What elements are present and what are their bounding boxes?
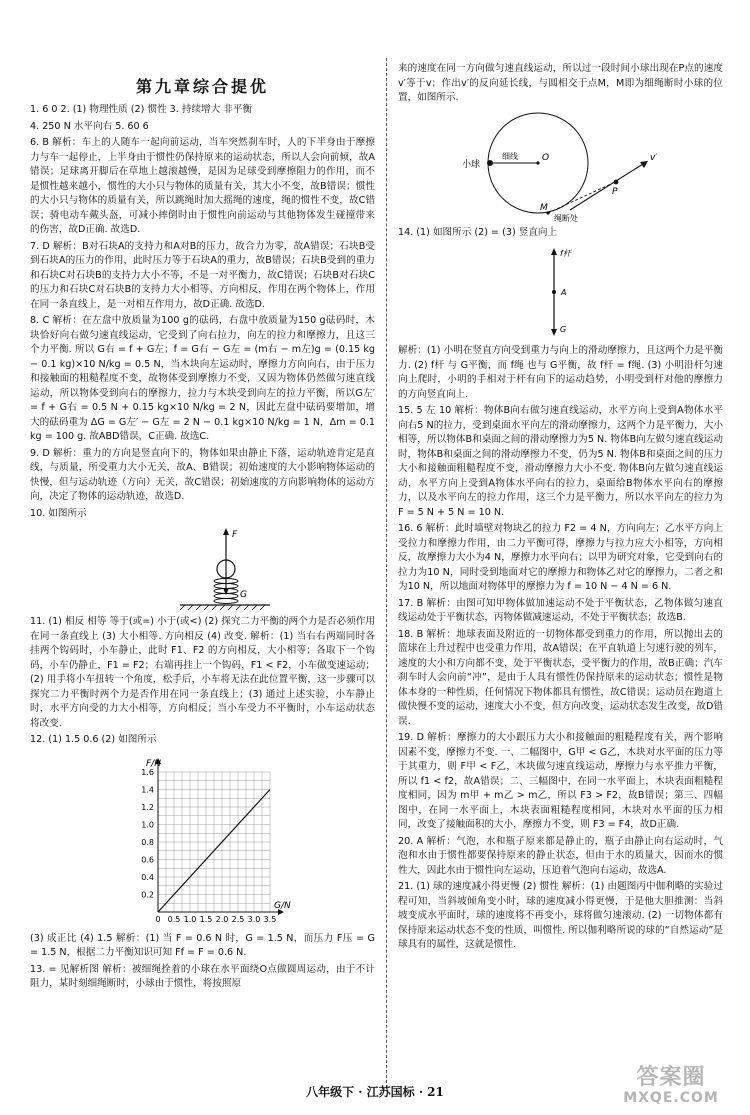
answer-10: 10. 如图所示 — [30, 507, 87, 519]
y-tick-label: 0.2 — [141, 890, 154, 899]
figure-10 — [30, 525, 375, 611]
x-tick-label: 1.5 — [199, 914, 213, 924]
figure-10-svg — [30, 525, 375, 611]
answer-7: 7. D 解析：B对石块A的支持力和A对B的压力，故合力为零，故A错误；石块B受到石块A的压力的作用，此时压力等于石块A的重力，故B错误；石块B受到的重力和石块C对石块B的支持力大小不等，不是一对平衡力，故C错误；石块B对石块C的压力和石块C对石块B的支持力大小相等、方向相反，作用在两个物体上，作用在同一条直线上，是一对相互作用力，故D正确. 故选D. — [30, 240, 375, 310]
y-tick-label: 1.4 — [141, 785, 154, 794]
answer-16: 16. 6 解析：此时墙壁对物块乙的拉力 F2 = 4 N，方向向左；乙水平方向上受拉力和摩擦力作用，由二力平衡可得，摩擦力与拉力应大小相等，方向相反，故摩擦力大小为4 N，摩擦力水平向右；以甲为研究对象，它受到向右的拉力为10 N，同时受到地面对它的摩擦力和物体乙对它的摩擦力，二者之和为10 N，所以地面对物体甲的摩擦力为 f = 10 N − 4 N = 6 N. — [398, 523, 723, 592]
figure-13-svg — [398, 110, 723, 222]
y-tick-label: 1.0 — [141, 820, 154, 829]
y-tick-label: 1.6 — [141, 767, 154, 777]
answer-14: 14. (1) 如图所示 (2) = (3) 竖直向上 — [398, 226, 558, 238]
page-footer: 八年级下 · 江苏国标 · 21 — [306, 1085, 444, 1099]
column-divider — [386, 58, 387, 1088]
figure-13-m-label: M — [540, 202, 548, 213]
answer-12: 12. (1) 1.5 0.6 (2) 如图所示 — [30, 734, 157, 745]
answer-1-5: 1. 6 0 2. (1) 物理性质 (2) 惯性 3. 持续增大 非平衡 — [30, 104, 253, 115]
figure-12-svg — [30, 752, 375, 928]
x-tick-label: 0.5 — [167, 914, 181, 924]
x-tick-label: 1.0 — [183, 914, 197, 924]
figure-12-chart — [30, 752, 375, 928]
answer-11: 11. (1) 相反 相等 等于(或=) 小于(或<) (2) 探究二力平衡的两个力是否必须作用在同一条直线上 (3) 大小相等. 方向相反 (4) 改变. 解析：(1) 当右右两端同时各挂两个钩码时，小车静止，此时 F1、F2 的方向相反，大小相等；各取下一个钩码，小车仍静止，F1 = F2；右端再挂上一个钩码，F1 < F2，小车做变速运动；(2) 用手将小车扭转一个角度，松手后，小车将无法在此位置平衡，这一步骤可以探究二力平衡时两个力是否作用在同一条直线上；(3) 通过上述实验，小车静止时，水平方向受的力大小相等，方向相反；当小车受力不平衡时，小车运动状态将改变. — [30, 616, 375, 729]
answer-19: 19. D 解析：摩擦力的大小跟压力大小和接触面的粗糙程度有关，两个影响因素不变，摩擦力不变. 一、二幅图中，G甲 < G乙，木块对水平面的压力等于其重力，则 F甲 < F乙，木块做匀速直线运动，摩擦力与水平推力平衡，所以 f1 < f2，故A错误；二、三幅图中，在同一水平面上，木块表面粗糙程度相同，因为 m甲 + m乙 > m乙，所以 F3 > F2，故B错误；第三、四幅图中，在同一水平面上，木块表面粗糙程度相同，木块对水平面的压力相同，改变了接触面积的大小，摩擦力不变，则 F3 = F4，故D正确. — [398, 732, 723, 830]
figure-14-f-label: f杆 — [560, 249, 571, 258]
figure-10-label-g: G — [240, 590, 247, 600]
left-column — [30, 62, 375, 992]
figure-14-a-label: A — [561, 288, 567, 297]
answer-6: 6. B 解析：车上的人随车一起向前运动，当车突然刹车时，人的下半身由于摩擦力与车一起停止，上半身由于惯性仍保持原来的运动状态，所以人会向前倾，故A错误；足球离开脚后在草地上越滚越慢，是因为足球受到摩擦阻力的作用，而不是惯性越来越小，惯性的大小只与物体的质量有关，其大小不变，故B错误；惯性的大小只与物体的质量有关，所以跳绳时加大摇绳的速度，绳的惯性不变，故C错误；骑电动车戴头盔，可减小摔倒时由于惯性向前运动与其他物体发生碰撞带来的伤害，故D正确. 故选D. — [30, 137, 375, 235]
answer-20: 20. A 解析：气泡，水和瓶子原来都是静止的，瓶子由静止向右运动时，气泡和水由于惯性都要保持原来的静止状态，但由于水的质量大，因而水的惯性大，因此水由于惯性向左运动，压迫着气泡向右运动，故选A. — [398, 835, 723, 876]
chapter-title: 第九章综合提优 — [135, 77, 269, 96]
answer-9: 9. D 解析：重力的方向是竖直向下的，物体如果由静止下落，运动轨迹肯定是直线，与质量，所受重力大小无关，故A、B错误；初始速度的大小影响物体运动的快慢，但与运动轨迹（方向）无关，故C错误；初始速度的方向影响物体的运动方向，决定了物体的运动轨迹，故选D. — [30, 447, 375, 502]
watermark-logo — [606, 1066, 736, 1110]
answer-4-5: 4. 250 N 水平向右 5. 60 6 — [30, 120, 149, 132]
answer-17: 17. B 解析：由图可知甲物体做加速运动不处于平衡状态，乙物体做匀速直线运动处于平衡状态，丙物体做减速运动，不处于平衡状态；故选B. — [398, 597, 723, 623]
chart-grid — [158, 772, 270, 912]
watermark-text: 答案圈 — [636, 1065, 706, 1090]
chart-y-axis-label: F/N — [146, 758, 161, 769]
answer-12-cont: (3) 成正比 (4) 1.5 解析：(1) 当 F = 0.6 N 时，G = 1.5 N，而压力 F压 = G = 1.5 N，根据二力平衡知识可知 Ff = F = 0.6 N. — [30, 932, 375, 958]
right-column — [398, 62, 723, 953]
answer-13: 13. = 见解析图 解析：被细绳拴着的小球在水平面绕O点做圆周运动，由于不计阻力，某时刻细绳断时，小球由于惯性，将按照原 — [30, 963, 375, 989]
y-tick-label: 0.6 — [141, 855, 154, 864]
y-tick-label: 0.8 — [141, 837, 154, 847]
x-tick-label: 2.5 — [231, 914, 245, 924]
figure-14-g-label: G — [560, 325, 567, 334]
answer-18: 18. B 解析：地球表面及附近的一切物体都受到重力的作用，所以抛出去的篮球在上升过程中也受重力作用，故A错误；在平直轨道上匀速行驶的列车，速度的大小和方向都不变，处于平衡状态，受平衡力的作用，故B正确；汽车刹车时人会向前“冲”，是由于人具有惯性仍保持原来的运动状态；惯性是物体本身的一种性质，任何情况下物体都具有惯性，故C错误；运动员在跑道上做快慢不变的运动，速度大小不变，但方向改变，运动状态发生改变，故D错误. — [398, 628, 723, 727]
figure-13-p-label: P — [612, 186, 618, 197]
watermark-url: MXQE.COM — [623, 1090, 719, 1106]
answer-13-cont: 来的速度在同一方向做匀速直线运动，所以过一段时间小球出现在P点的速度v′等于v；作出v′的反向延长线，与圆相交于点M，M即为细绳断时小球的位置，如图所示. — [398, 63, 723, 103]
answer-8: 8. C 解析：在左盘中放质量为100 g的砝码，右盘中放质量为150 g砝码时，木块恰好向右做匀速直线运动，它受到了向右拉力，向左的拉力和摩擦力，且这三个力平衡. 所以 G右 = f + G左；f = G右 − G左 = (m右 − m左)g = (0.15 kg − 0.1 kg)×10 N/kg = 0.5 N，当木块向左运动时，摩擦力方向向右，由于压力和接触面的粗糙程度不变，故物体受到摩擦力不变，又因为物体仍然做匀速直线运动，所以物体受到向右的摩擦力，拉力与木块受到向左的拉力平衡，所以G左′ = f + G右 = 0.5 N + 0.15 kg×10 N/kg = 2 N，因此左盘中砝码要增加，增大的砝码重为 ΔG = G左′ − G左 = 2 N − 0.1 kg×10 N/kg = 1 N，Δm = 0.1 kg = 100 g. 故ABD错误，C正确. 故选C. — [30, 315, 375, 442]
y-tick-label: 1.2 — [141, 802, 154, 812]
answer-15: 15. 5 左 10 解析：物体B向右做匀速直线运动，水平方向上受到A物体水平向右5 N的拉力，受到桌面水平向左的滑动摩擦力，这两个力是平衡力，大小相等，所以物体B和桌面之间的滑动摩擦力为5 N. 物体B向左做匀速直线运动时，物体B和桌面之间的滑动摩擦力不变，仍为5 N. 物体B和桌面之间的压力大小和接触面粗糙程度不变，滑动摩擦力大小不变. 物体B向左做匀速直线运动，水平方向上受到A物体水平向右的拉力，桌面给B物体水平向右的摩擦力，以及水平向左的拉力作用，这三个力是平衡力，所以水平向左的拉力为 F = 5 N + 5 N = 10 N. — [398, 405, 723, 518]
figure-13-v-label: v′ — [650, 152, 658, 163]
figure-13-string-label: 细线 — [502, 151, 518, 161]
chart-tick-labels — [141, 768, 276, 924]
figure-10-label-f: F — [232, 530, 238, 540]
answer-21: 21. (1) 球的速度减小得更慢 (2) 惯性 解析：(1) 由题图丙中伽利略的实验过程可知，当斜坡倾角变小时，球的速度减小得更慢，于是他大胆推测：当斜坡变成水平面时，球的速度将不再变小，球将做匀速滚动. (2) 一切物体都有保持原来运动状态不变的性质，叫惯性. 所以伽利略所说的球的“自然运动”是球具有的属性，这就是惯性. — [398, 881, 723, 950]
chart-x-axis-label: G/N — [274, 900, 291, 911]
x-tick-label: 3.5 — [263, 914, 277, 924]
x-tick-label: 2.0 — [215, 914, 229, 924]
x-tick-label: 0 — [155, 914, 161, 924]
figure-13-ball-label: 小球 — [462, 159, 481, 170]
x-tick-label: 3.0 — [247, 914, 261, 924]
chart-axes — [155, 758, 284, 915]
figure-13 — [398, 110, 723, 222]
y-tick-label: 0.4 — [141, 872, 154, 882]
figure-14 — [398, 244, 723, 340]
answer-14-analysis: 解析：(1) 小明在竖直方向受到重力与向上的滑动摩擦力，且这两个力是平衡力. (2) f杆 与 G平衡，而 f绳 也与 G平衡，故 f杆 = f绳. (3) 小明沿杆匀速向上爬时，小明的手相对于杆有向下的运动趋势，小明受到杆对他的摩擦力的方向竖直向上. — [398, 345, 723, 400]
figure-13-center-label: O — [542, 152, 550, 163]
figure-14-svg — [398, 244, 723, 340]
figure-13-break-label: 绳断处 — [554, 213, 578, 222]
